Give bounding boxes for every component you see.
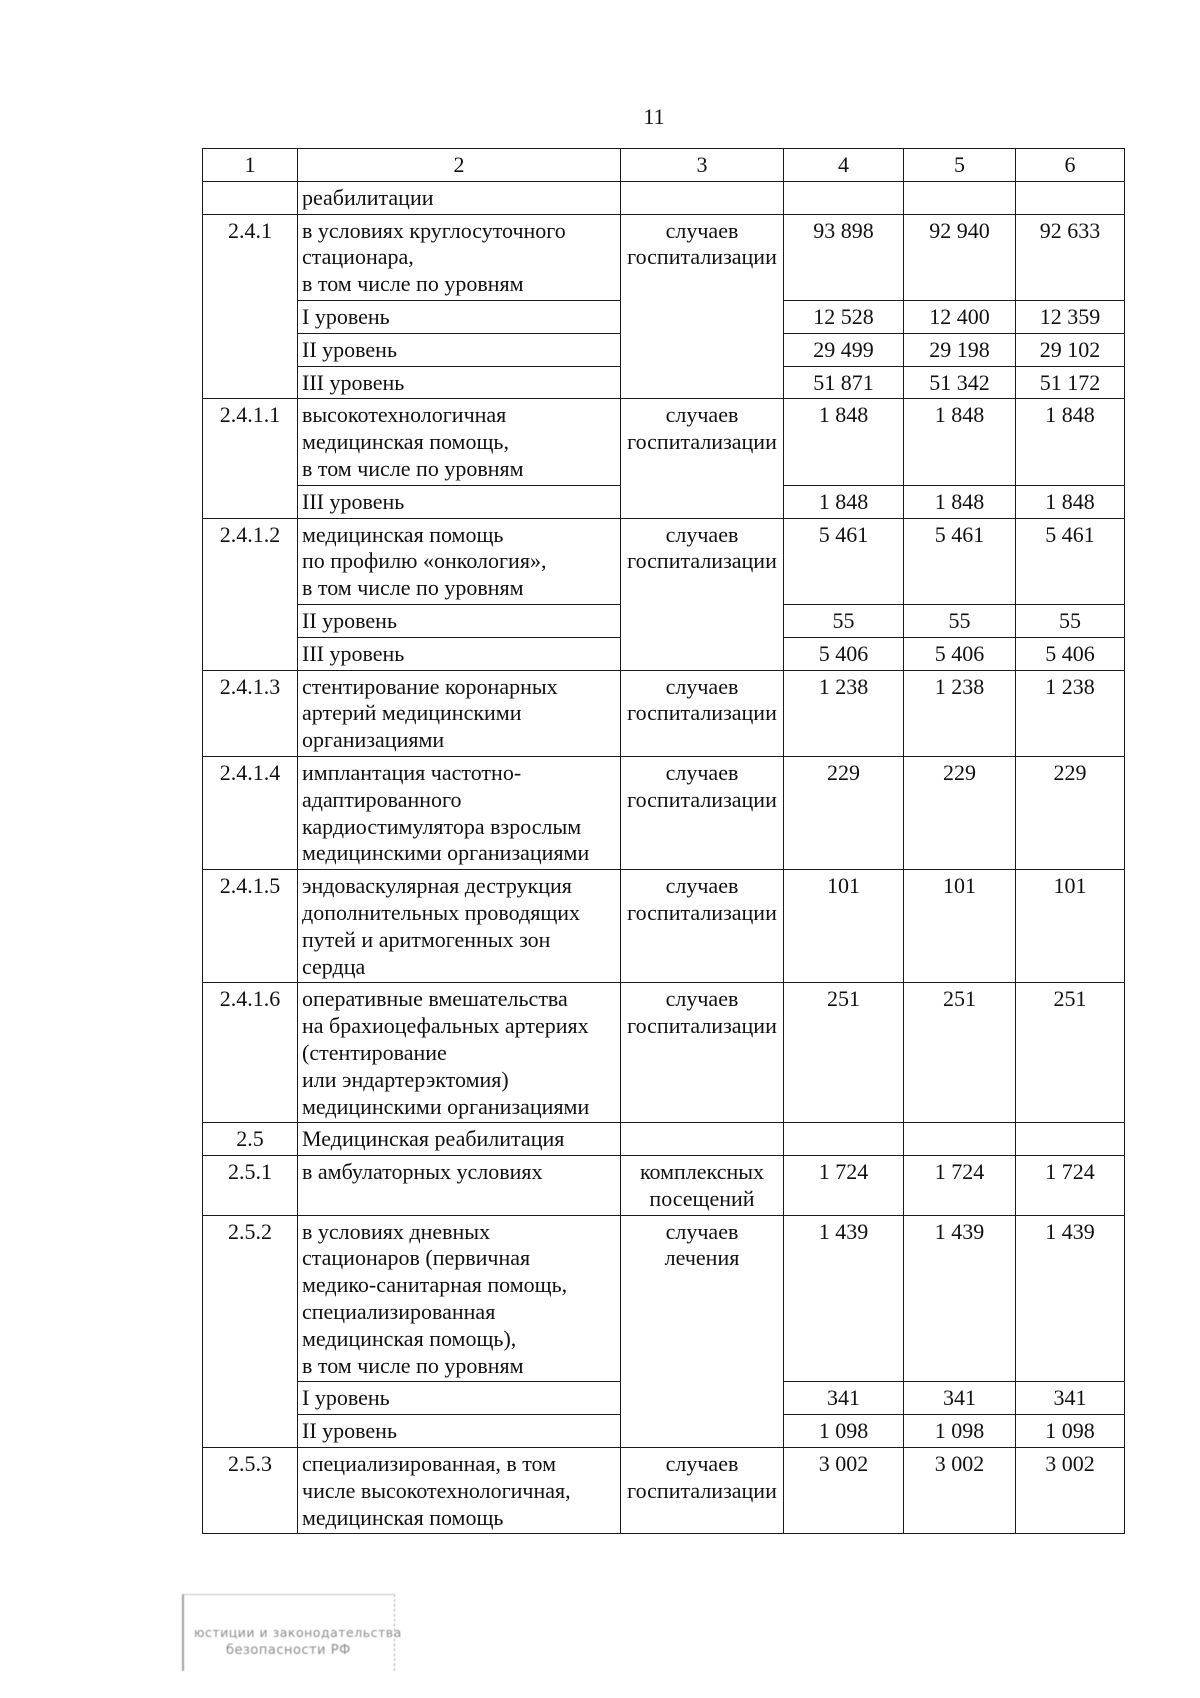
table-row	[203, 1448, 1125, 1534]
data-table	[202, 148, 1125, 1534]
row-value: 3 002	[1045, 1451, 1095, 1477]
row-unit-line: случаев	[665, 873, 739, 899]
table-row	[203, 670, 1125, 756]
row-value-cell	[1016, 756, 1125, 869]
table-header-row	[203, 149, 1125, 182]
level-value-cell	[904, 366, 1016, 399]
table-row	[203, 181, 1125, 214]
row-value-cell	[1016, 399, 1125, 485]
level-name: II уровень	[302, 1418, 397, 1444]
level-value: 55	[948, 607, 971, 633]
row-name-line: эндоваскулярная деструкция	[302, 873, 572, 899]
level-value-cell	[904, 637, 1016, 670]
row-value-cell	[784, 756, 904, 869]
row-value-cell	[784, 1156, 904, 1216]
table-row	[203, 1215, 1125, 1382]
row-value-cell	[1016, 1448, 1125, 1534]
row-value-cell	[1016, 1215, 1125, 1382]
row-code: 2.4.1.1	[219, 402, 281, 428]
table-row	[203, 214, 1125, 300]
level-value-cell	[784, 485, 904, 518]
level-name: III уровень	[302, 488, 405, 514]
row-value-cell	[1016, 870, 1125, 983]
row-value-cell	[1016, 181, 1125, 214]
row-name-line: медицинская помощь	[302, 1504, 504, 1530]
row-unit-line: лечения	[664, 1245, 740, 1271]
level-value-cell	[784, 333, 904, 366]
row-unit-line: госпитализации	[627, 429, 777, 455]
row-unit-line: госпитализации	[627, 786, 777, 812]
row-name-line: в том числе по уровням	[302, 575, 524, 601]
row-value-cell	[904, 870, 1016, 983]
row-code-cell	[203, 181, 298, 214]
level-value: 1 848	[1045, 488, 1095, 514]
level-name: III уровень	[302, 369, 405, 395]
row-value: 101	[827, 873, 860, 899]
row-name-cell	[298, 518, 621, 604]
row-value: 1 238	[818, 673, 869, 699]
row-unit-line: случаев	[665, 759, 739, 785]
row-value: 251	[1053, 986, 1087, 1012]
level-name: I уровень	[302, 1385, 390, 1411]
row-name-line: медико-санитарная помощь,	[302, 1272, 568, 1298]
row-value-cell	[784, 670, 904, 756]
row-value-cell	[1016, 214, 1125, 300]
level-name-cell	[298, 637, 621, 670]
level-value: 5 406	[1045, 640, 1095, 666]
row-name-cell	[298, 1156, 621, 1216]
row-name-line: специализированная	[302, 1299, 496, 1325]
table-body	[203, 181, 1125, 1534]
level-value: 55	[832, 607, 855, 633]
level-value-cell	[1016, 485, 1125, 518]
row-name-line: числе высокотехнологичная,	[302, 1477, 571, 1503]
row-value: 1 848	[934, 402, 985, 428]
row-name-line: стентирование коронарных	[302, 673, 558, 699]
row-value: 93 898	[813, 217, 874, 243]
level-value: 1 098	[934, 1418, 985, 1444]
row-value-cell	[784, 518, 904, 604]
row-code: 2.4.1.2	[219, 521, 281, 547]
row-value-cell	[784, 214, 904, 300]
row-code-cell	[203, 983, 298, 1123]
level-value: 1 848	[818, 488, 869, 514]
level-value: 341	[943, 1385, 976, 1411]
row-code-cell	[203, 870, 298, 983]
row-name-line: по профилю «онкология»,	[302, 548, 547, 574]
row-unit-line: госпитализации	[627, 548, 777, 574]
row-value: 5 461	[934, 521, 985, 547]
row-code-cell	[203, 756, 298, 869]
row-name-line: (стентирование	[302, 1039, 447, 1065]
row-unit-line: госпитализации	[627, 899, 777, 925]
level-value: 51 871	[813, 369, 874, 395]
row-value: 5 461	[818, 521, 869, 547]
row-code-cell	[203, 1156, 298, 1216]
row-value: 3 002	[934, 1451, 985, 1477]
stamp-line: юстиции и законодательства	[194, 1625, 402, 1640]
level-value-cell	[904, 333, 1016, 366]
level-name-cell	[298, 1382, 621, 1415]
row-name-line: организациями	[302, 727, 445, 753]
level-value-cell	[1016, 333, 1125, 366]
row-value-cell	[904, 214, 1016, 300]
row-unit-line: случаев	[665, 521, 739, 547]
row-value-cell	[904, 181, 1016, 214]
row-unit-line: случаев	[665, 673, 739, 699]
row-unit-cell	[621, 1123, 784, 1156]
level-value-cell	[1016, 300, 1125, 333]
row-value: 1 848	[818, 402, 869, 428]
row-name-line: медицинская помощь),	[302, 1325, 517, 1351]
row-name-line: медицинская помощь	[302, 521, 504, 547]
row-code: 2.4.1	[228, 217, 272, 243]
level-value: 12 400	[929, 303, 990, 329]
row-unit-line: случаев	[665, 1218, 739, 1244]
table-row	[203, 983, 1125, 1123]
row-name-line: сердца	[302, 953, 366, 979]
level-name-cell	[298, 485, 621, 518]
row-value-cell	[1016, 670, 1125, 756]
table-row	[203, 870, 1125, 983]
row-code: 2.4.1.4	[219, 759, 281, 785]
level-name: III уровень	[302, 640, 405, 666]
row-name-cell	[298, 1448, 621, 1534]
level-name-cell	[298, 333, 621, 366]
row-name-line: специализированная, в том	[302, 1451, 557, 1477]
row-value-cell	[784, 181, 904, 214]
row-value: 251	[827, 986, 860, 1012]
row-value: 101	[943, 873, 976, 899]
row-unit-cell	[621, 870, 784, 983]
row-value: 3 002	[818, 1451, 869, 1477]
level-name-cell	[298, 1415, 621, 1448]
row-name-line: адаптированного	[302, 786, 462, 812]
column-header-1: 1	[203, 149, 298, 182]
row-value-cell	[1016, 1123, 1125, 1156]
row-unit-cell	[621, 214, 784, 399]
row-name-cell	[298, 983, 621, 1123]
row-name-line: на брахиоцефальных артериях	[302, 1013, 589, 1039]
level-value-cell	[784, 1382, 904, 1415]
row-unit-line: случаев	[665, 217, 739, 243]
row-value-cell	[904, 1156, 1016, 1216]
page-number: 11	[643, 104, 665, 129]
column-header-2: 2	[298, 149, 621, 182]
row-unit-cell	[621, 399, 784, 518]
row-value-cell	[1016, 983, 1125, 1123]
row-name-line: в амбулаторных условиях	[302, 1159, 543, 1185]
row-name-line: реабилитации	[302, 184, 434, 210]
row-value: 1 238	[1045, 673, 1095, 699]
row-value-cell	[1016, 518, 1125, 604]
level-name: I уровень	[302, 303, 390, 329]
column-header-4: 4	[784, 149, 904, 182]
level-value: 1 848	[934, 488, 985, 514]
row-value-cell	[904, 756, 1016, 869]
level-value: 341	[827, 1385, 860, 1411]
level-name: II уровень	[302, 607, 397, 633]
row-code: 2.5.3	[228, 1451, 272, 1477]
row-name-cell	[298, 1123, 621, 1156]
row-code: 2.5.2	[228, 1218, 272, 1244]
level-value-cell	[904, 485, 1016, 518]
row-code-cell	[203, 518, 298, 670]
row-name-line: стационаров (первичная	[302, 1245, 531, 1271]
row-name-cell	[298, 756, 621, 869]
level-value: 29 499	[813, 336, 874, 362]
level-value: 12 528	[813, 303, 874, 329]
level-name-cell	[298, 366, 621, 399]
row-name-cell	[298, 870, 621, 983]
table-head	[203, 149, 1125, 182]
row-value-cell	[784, 870, 904, 983]
row-name-line: Медицинская реабилитация	[302, 1126, 565, 1152]
row-unit-line: случаев	[665, 1451, 739, 1477]
row-value: 1 439	[1045, 1218, 1095, 1244]
row-code: 2.4.1.6	[219, 986, 281, 1012]
row-name-line: имплантация частотно-	[302, 759, 522, 785]
row-value: 92 633	[1039, 217, 1101, 243]
row-unit-cell	[621, 1448, 784, 1534]
row-code-cell	[203, 670, 298, 756]
row-name-cell	[298, 214, 621, 300]
level-value-cell	[784, 1415, 904, 1448]
row-value: 1 724	[1045, 1159, 1095, 1185]
level-name-cell	[298, 604, 621, 637]
row-value: 229	[827, 759, 860, 785]
level-value-cell	[784, 366, 904, 399]
level-value-cell	[784, 604, 904, 637]
row-value-cell	[1016, 1156, 1125, 1216]
row-name-line: в условиях круглосуточного	[302, 217, 566, 243]
row-name-line: артерий медицинскими	[302, 700, 522, 726]
row-unit-cell	[621, 1156, 784, 1216]
row-name-line: в том числе по уровням	[302, 1352, 524, 1378]
row-value-cell	[904, 1215, 1016, 1382]
row-unit-cell	[621, 1215, 784, 1447]
row-unit-line: госпитализации	[627, 700, 777, 726]
row-code-cell	[203, 1215, 298, 1447]
row-value: 101	[1053, 873, 1087, 899]
row-unit-line: госпитализации	[627, 244, 777, 270]
row-code: 2.5	[236, 1126, 264, 1152]
row-value-cell	[904, 1448, 1016, 1534]
table-row	[203, 1123, 1125, 1156]
row-value: 1 848	[1045, 402, 1095, 428]
level-value: 5 406	[934, 640, 985, 666]
column-header-6: 6	[1016, 149, 1125, 182]
row-name-cell	[298, 1215, 621, 1382]
row-value-cell	[904, 1123, 1016, 1156]
row-value-cell	[904, 983, 1016, 1123]
row-value-cell	[784, 1123, 904, 1156]
level-value-cell	[1016, 366, 1125, 399]
level-value: 29 198	[929, 336, 990, 362]
row-unit-cell	[621, 181, 784, 214]
column-header-3: 3	[621, 149, 784, 182]
row-value-cell	[904, 518, 1016, 604]
level-value: 55	[1059, 607, 1081, 633]
table-row	[203, 756, 1125, 869]
row-name-line: в условиях дневных	[302, 1218, 491, 1244]
row-code-cell	[203, 1123, 298, 1156]
column-header-5: 5	[904, 149, 1016, 182]
level-value-cell	[1016, 1415, 1125, 1448]
row-value-cell	[904, 399, 1016, 485]
level-value-cell	[904, 604, 1016, 637]
row-value-cell	[904, 670, 1016, 756]
row-name-line: в том числе по уровням	[302, 455, 524, 481]
row-value-cell	[784, 399, 904, 485]
level-value: 1 098	[1045, 1418, 1095, 1444]
row-name-line: медицинская помощь,	[302, 429, 509, 455]
row-unit-cell	[621, 518, 784, 670]
row-unit-line: госпитализации	[627, 1013, 777, 1039]
row-value: 1 724	[818, 1159, 869, 1185]
level-value: 51 342	[929, 369, 990, 395]
row-unit-cell	[621, 670, 784, 756]
level-value-cell	[904, 1382, 1016, 1415]
row-code: 2.4.1.3	[219, 673, 281, 699]
row-unit-cell	[621, 756, 784, 869]
row-name-line: в том числе по уровням	[302, 271, 524, 297]
registration-stamp	[182, 1594, 402, 1671]
table-row	[203, 399, 1125, 485]
row-value-cell	[784, 1448, 904, 1534]
row-name-line: оперативные вмешательства	[302, 986, 568, 1012]
level-value: 12 359	[1039, 303, 1101, 329]
table-row	[203, 518, 1125, 604]
row-value: 251	[943, 986, 976, 1012]
row-name-cell	[298, 670, 621, 756]
row-unit-cell	[621, 983, 784, 1123]
row-name-cell	[298, 181, 621, 214]
row-name-cell	[298, 399, 621, 485]
row-name-line: высокотехнологичная	[302, 402, 507, 428]
row-code: 2.5.1	[228, 1159, 272, 1185]
row-name-line: дополнительных проводящих	[302, 899, 581, 925]
row-value: 92 940	[929, 217, 990, 243]
level-value: 341	[1053, 1385, 1087, 1411]
level-value-cell	[1016, 1382, 1125, 1415]
level-value-cell	[784, 300, 904, 333]
row-code-cell	[203, 1448, 298, 1534]
level-value: 29 102	[1039, 336, 1101, 362]
row-value: 1 724	[934, 1159, 985, 1185]
row-value: 1 439	[934, 1218, 985, 1244]
row-name-line: или эндартерэктомия)	[302, 1066, 509, 1092]
level-value: 1 098	[818, 1418, 869, 1444]
row-unit-line: комплексных	[639, 1159, 765, 1185]
row-value-cell	[784, 1215, 904, 1382]
row-name-line: путей и аритмогенных зон	[302, 926, 551, 952]
level-value-cell	[904, 300, 1016, 333]
row-name-line: кардиостимулятора взрослым	[302, 813, 582, 839]
table-row	[203, 1156, 1125, 1216]
row-unit-line: случаев	[665, 402, 739, 428]
level-value-cell	[904, 1415, 1016, 1448]
row-value: 229	[1053, 759, 1087, 785]
row-unit-line: посещений	[649, 1185, 755, 1211]
row-name-line: медицинскими организациями	[302, 1093, 590, 1119]
row-value: 229	[943, 759, 976, 785]
row-value: 5 461	[1045, 521, 1095, 547]
level-value-cell	[784, 637, 904, 670]
row-value: 1 238	[934, 673, 985, 699]
row-code: 2.4.1.5	[219, 873, 281, 899]
level-value: 51 172	[1039, 369, 1101, 395]
row-code-cell	[203, 214, 298, 399]
row-unit-line: случаев	[665, 986, 739, 1012]
row-code-cell	[203, 399, 298, 518]
row-value: 1 439	[818, 1218, 869, 1244]
stamp-line: безопасности РФ	[226, 1643, 351, 1658]
level-name-cell	[298, 300, 621, 333]
level-value: 5 406	[818, 640, 869, 666]
row-name-line: стационара,	[302, 244, 414, 270]
level-name: II уровень	[302, 336, 397, 362]
row-value-cell	[784, 983, 904, 1123]
row-name-line: медицинскими организациями	[302, 840, 590, 866]
level-value-cell	[1016, 637, 1125, 670]
level-value-cell	[1016, 604, 1125, 637]
row-unit-line: госпитализации	[627, 1477, 777, 1503]
